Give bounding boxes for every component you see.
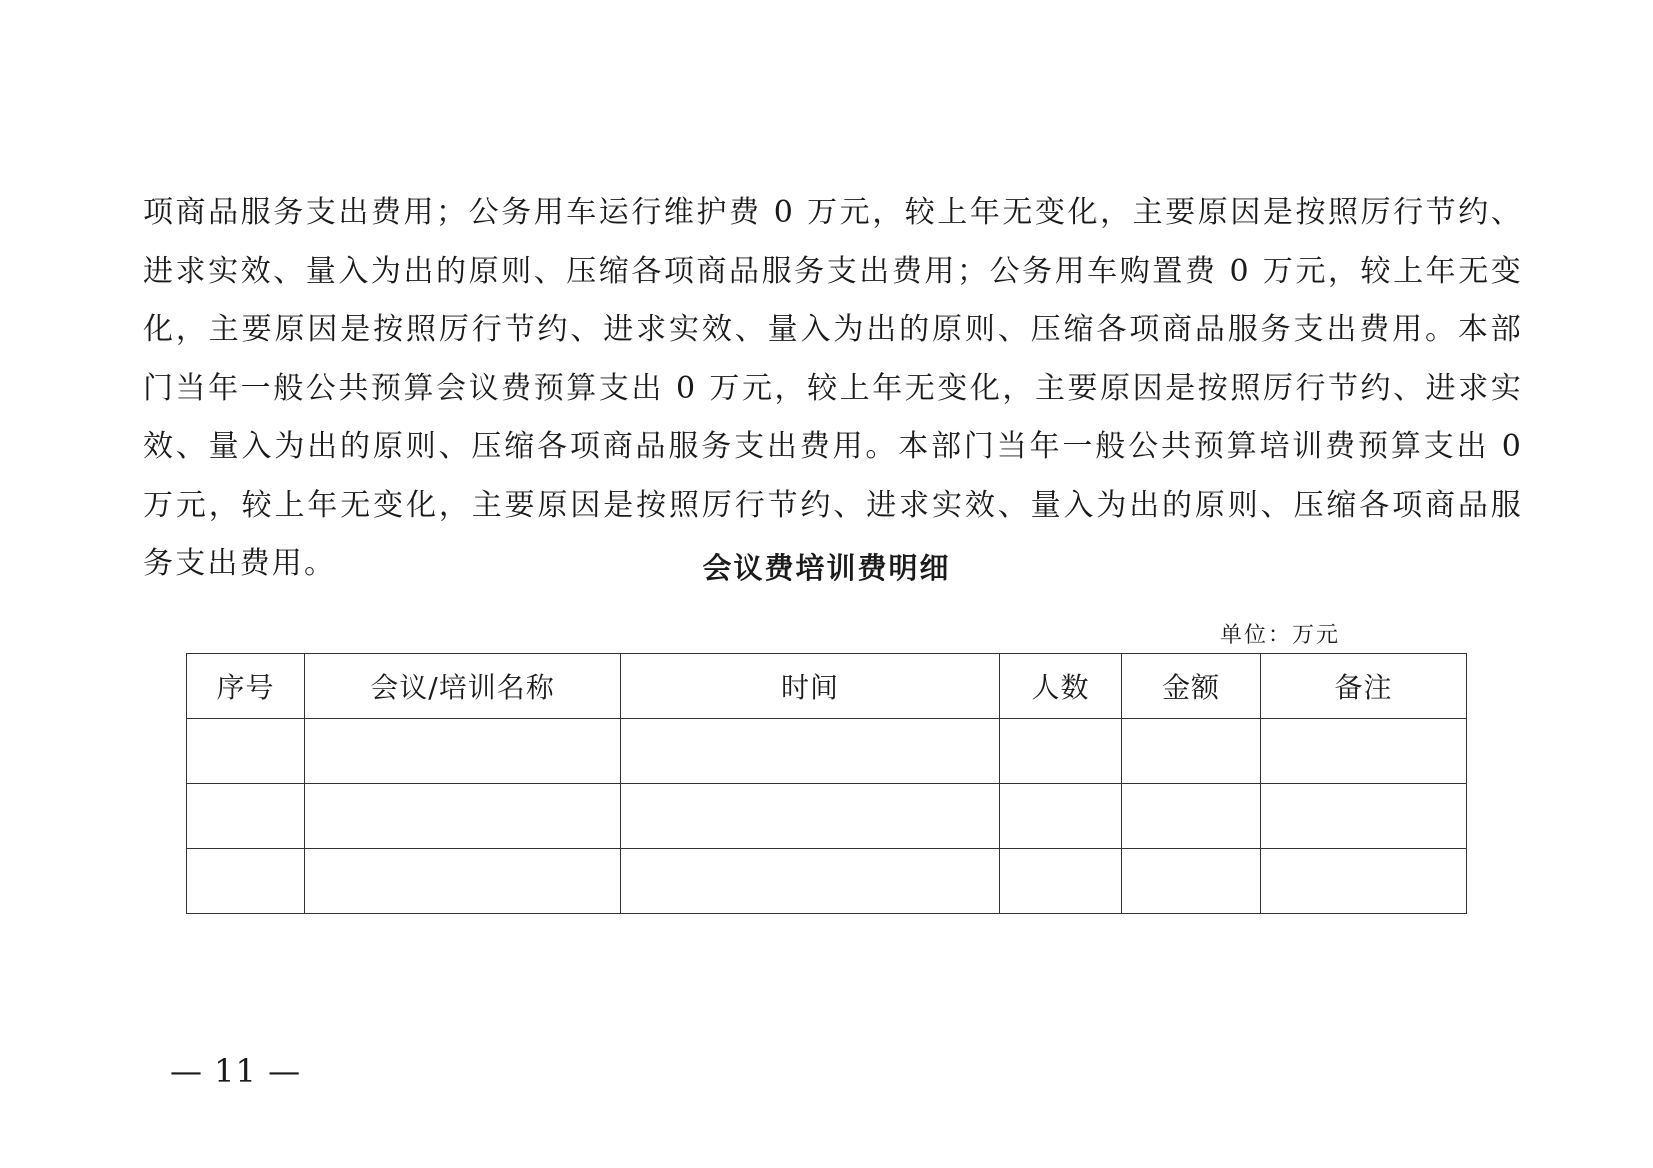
table-cell	[1261, 719, 1467, 784]
page-number: — 11 —	[170, 1052, 302, 1090]
header-name: 会议/培训名称	[305, 654, 621, 719]
meeting-training-table	[186, 653, 1467, 914]
table-title: 会议费培训费明细	[702, 551, 951, 585]
table-cell	[1000, 784, 1122, 849]
header-time: 时间	[621, 654, 1000, 719]
header-amount: 金额	[1122, 654, 1261, 719]
table-cell	[621, 784, 1000, 849]
table-cell	[1122, 849, 1261, 914]
table-cell	[1122, 784, 1261, 849]
table-row	[187, 849, 1467, 914]
table-cell	[305, 719, 621, 784]
body-paragraph: 项商品服务支出费用；公务用车运行维护费 0 万元，较上年无变化，主要原因是按照厉行节约、进求实效、量入为出的原则、压缩各项商品服务支出费用；公务用车购置费 0 万元，较上年无变化，主要原因是按照厉行节约、进求实效、量入为出的原则、压缩各项商品服务支出费用。本部门当年一般公共预算会议费预算支出 0 万元，较上年无变化，主要原因是按照厉行节约、进求实效、量入为出的原则、压缩各项商品服务支出费用。本部门当年一般公共预算培训费预算支出 0 万元，较上年无变化，主要原因是按照厉行节约、进求实效、量入为出的原则、压缩各项商品服务支出费用。	[143, 195, 1523, 581]
table-cell	[187, 784, 305, 849]
table-row	[187, 784, 1467, 849]
table-row	[187, 719, 1467, 784]
header-seq: 序号	[187, 654, 305, 719]
table-cell	[1000, 719, 1122, 784]
table-cell	[1261, 849, 1467, 914]
table-cell	[621, 849, 1000, 914]
header-count: 人数	[1000, 654, 1122, 719]
table-cell	[305, 849, 621, 914]
table-cell	[1261, 784, 1467, 849]
table-cell	[1122, 719, 1261, 784]
table-header-row	[187, 654, 1467, 719]
table-cell	[187, 719, 305, 784]
table-cell	[1000, 849, 1122, 914]
header-remark: 备注	[1261, 654, 1467, 719]
table-cell	[305, 784, 621, 849]
table-cell	[187, 849, 305, 914]
table-cell	[621, 719, 1000, 784]
unit-label: 单位：万元	[1220, 623, 1341, 648]
